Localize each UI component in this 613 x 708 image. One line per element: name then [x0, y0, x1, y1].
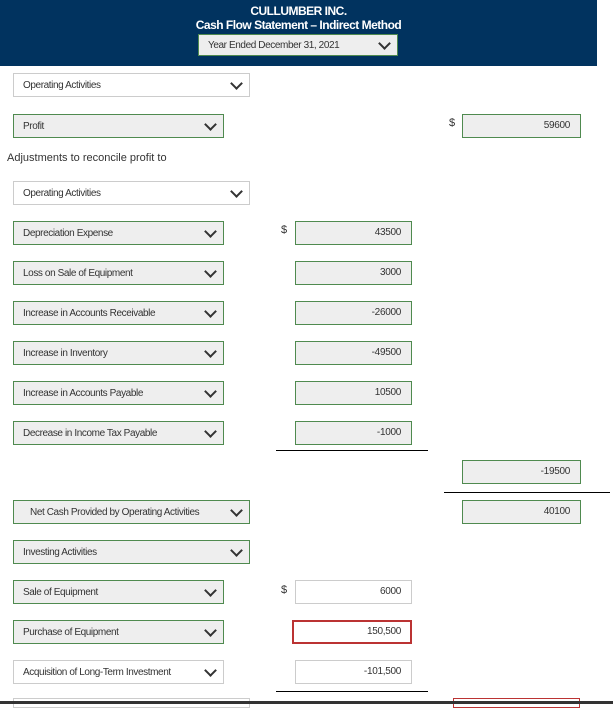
investing-item-select[interactable] — [13, 580, 224, 604]
profit-select[interactable] — [13, 114, 224, 138]
adjustment-item-select[interactable] — [13, 221, 224, 245]
investing-amount-input[interactable]: 150,500 — [292, 620, 412, 644]
total-adjustments-input[interactable]: -19500 — [462, 460, 581, 484]
adjustment-amount-input[interactable]: 43500 — [295, 221, 412, 245]
net-cash-operating-input[interactable]: 40100 — [462, 500, 581, 524]
period-select[interactable] — [198, 34, 398, 56]
chevron-down-icon — [204, 305, 217, 318]
currency-symbol: $ — [449, 117, 456, 129]
adjustment-amount-input[interactable]: -26000 — [295, 301, 412, 325]
adjustment-amount-input[interactable]: -1000 — [295, 421, 412, 445]
adjustment-item-select[interactable] — [13, 261, 224, 285]
select-value: Loss on Sale of Equipment — [23, 267, 133, 279]
adjustments-label: Adjustments to reconcile profit to — [7, 152, 167, 164]
chevron-down-icon — [204, 664, 217, 677]
select-value: Decrease in Income Tax Payable — [23, 427, 158, 439]
investing-section-select[interactable] — [13, 540, 250, 564]
chevron-down-icon — [204, 584, 217, 597]
select-value: Increase in Accounts Receivable — [23, 307, 156, 319]
adjustment-amount-input[interactable]: -49500 — [295, 341, 412, 365]
profit-input[interactable]: 59600 — [462, 114, 581, 138]
chevron-down-icon — [204, 265, 217, 278]
adjustment-amount-input[interactable]: 10500 — [295, 381, 412, 405]
investing-item-select[interactable] — [13, 620, 224, 644]
chevron-down-icon — [204, 118, 217, 131]
select-value: Depreciation Expense — [23, 227, 113, 239]
select-value: Increase in Accounts Payable — [23, 387, 143, 399]
currency-symbol: $ — [281, 224, 288, 236]
investing-item-select[interactable] — [13, 660, 224, 684]
adjustments-section-select[interactable] — [13, 181, 250, 205]
chevron-down-icon — [230, 544, 243, 557]
chevron-down-icon — [204, 225, 217, 238]
select-value: Investing Activities — [23, 546, 97, 558]
select-value: Sale of Equipment — [23, 586, 98, 598]
currency-symbol: $ — [281, 584, 288, 596]
chevron-down-icon — [230, 185, 243, 198]
investing-amount-input[interactable]: -101,500 — [295, 660, 412, 684]
operating-section-select[interactable] — [13, 73, 250, 97]
statement-title: Cash Flow Statement – Indirect Method — [195, 18, 402, 32]
net-cash-operating-select[interactable] — [13, 500, 250, 524]
chevron-down-icon — [204, 624, 217, 637]
adjustment-item-select[interactable] — [13, 341, 224, 365]
total-line — [444, 492, 610, 493]
chevron-down-icon — [230, 504, 243, 517]
chevron-down-icon — [230, 77, 243, 90]
select-value: Increase in Inventory — [23, 347, 108, 359]
select-value: Operating Activities — [23, 79, 101, 91]
chevron-down-icon — [378, 37, 391, 50]
select-value: Purchase of Equipment — [23, 626, 119, 638]
subtotal-line — [276, 450, 428, 451]
adjustment-amount-input[interactable]: 3000 — [295, 261, 412, 285]
adjustment-item-select[interactable] — [13, 301, 224, 325]
chevron-down-icon — [204, 425, 217, 438]
company-name: CULLUMBER INC. — [250, 4, 347, 18]
adjustment-item-select[interactable] — [13, 421, 224, 445]
select-value: Operating Activities — [23, 187, 101, 199]
adjustment-item-select[interactable] — [13, 381, 224, 405]
investing-amount-input[interactable]: 6000 — [295, 580, 412, 604]
statement-header — [0, 0, 597, 66]
subtotal-line — [276, 691, 428, 692]
chevron-down-icon — [204, 345, 217, 358]
select-value: Profit — [23, 120, 44, 132]
chevron-down-icon — [204, 385, 217, 398]
select-value: Net Cash Provided by Operating Activities — [30, 506, 200, 518]
select-value: Acquisition of Long-Term Investment — [23, 666, 171, 678]
period-value: Year Ended December 31, 2021 — [208, 39, 340, 51]
